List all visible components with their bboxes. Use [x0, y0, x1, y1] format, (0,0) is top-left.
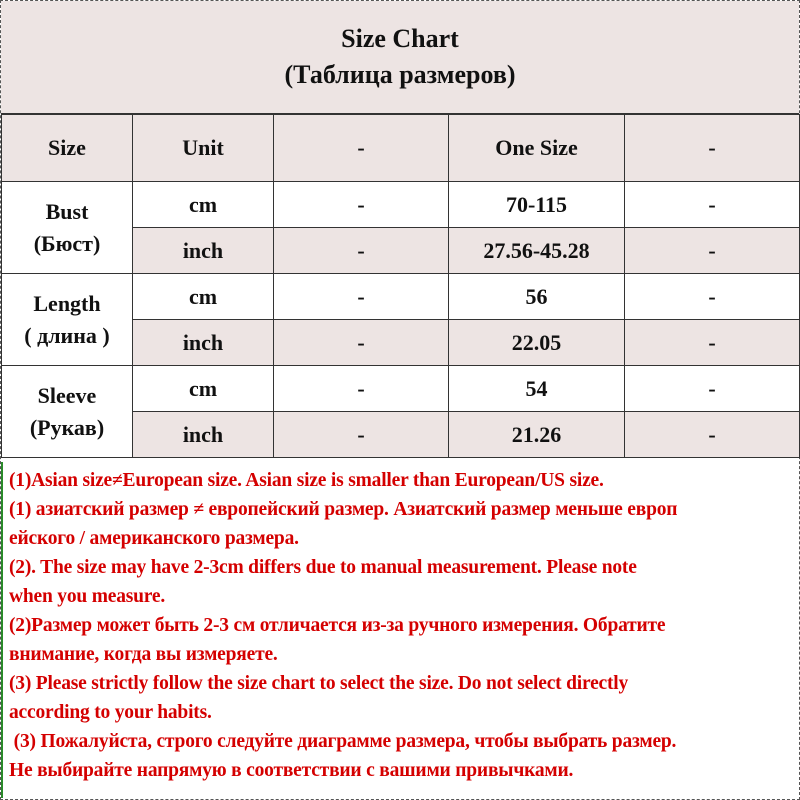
size-label-en: Length: [33, 290, 101, 316]
header-col5: -: [625, 115, 800, 182]
header-row: [2, 115, 800, 182]
unit-cell: cm: [133, 274, 274, 320]
col5-cell: -: [625, 320, 800, 366]
note-line: (2). The size may have 2-3cm differs due to manual measurement. Please note: [9, 557, 637, 578]
value-cell: 54: [449, 366, 625, 412]
notes-section: [1, 462, 797, 798]
value-cell: 56: [449, 274, 625, 320]
note-line: (3) Please strictly follow the size chart to select the size. Do not select directly: [9, 673, 629, 694]
size-label-ru: ( длина ): [24, 322, 110, 348]
note-line: внимание, когда вы измеряете.: [9, 644, 278, 665]
size-label-bust: [2, 182, 133, 274]
col5-cell: -: [625, 182, 800, 228]
col3-cell: -: [274, 182, 449, 228]
table-row: [2, 274, 800, 320]
col5-cell: -: [625, 228, 800, 274]
size-label-en: Bust: [45, 198, 89, 224]
note-line: Не выбирайте напрямую в соответствии с вашими привычками.: [9, 760, 574, 781]
col5-cell: -: [625, 366, 800, 412]
size-label-sleeve: [2, 366, 133, 458]
header-size: Size: [2, 115, 133, 182]
value-cell: 22.05: [449, 320, 625, 366]
size-label-length: [2, 274, 133, 366]
size-table: [1, 114, 800, 458]
size-label-ru: (Бюст): [33, 230, 101, 256]
size-label-en: Sleeve: [37, 382, 97, 408]
note-line: ейского / американского размера.: [9, 528, 299, 549]
unit-cell: cm: [133, 182, 274, 228]
col3-cell: -: [274, 274, 449, 320]
header-col3: -: [274, 115, 449, 182]
unit-cell: inch: [133, 412, 274, 458]
title-ru: (Таблица размеров): [284, 60, 516, 89]
value-cell: 70-115: [449, 182, 625, 228]
col3-cell: -: [274, 412, 449, 458]
col3-cell: -: [274, 228, 449, 274]
col3-cell: -: [274, 366, 449, 412]
note-line: (1) азиатский размер ≠ европейский размер. Азиатский размер меньше европ: [9, 499, 678, 520]
note-line: according to your habits.: [9, 702, 212, 723]
value-cell: 27.56-45.28: [449, 228, 625, 274]
note-line: when you measure.: [9, 586, 166, 607]
note-line: (2)Размер может быть 2-3 см отличается из-за ручного измерения. Обратите: [9, 615, 666, 636]
table-row: [2, 182, 800, 228]
unit-cell: inch: [133, 228, 274, 274]
unit-cell: cm: [133, 366, 274, 412]
col5-cell: -: [625, 412, 800, 458]
value-cell: 21.26: [449, 412, 625, 458]
header-unit: Unit: [133, 115, 274, 182]
unit-cell: inch: [133, 320, 274, 366]
table-row: [2, 366, 800, 412]
col5-cell: -: [625, 274, 800, 320]
size-label-ru: (Рукав): [29, 414, 105, 440]
note-line: (1)Asian size≠European size. Asian size is smaller than European/US size.: [9, 470, 604, 491]
header-one-size: One Size: [449, 115, 625, 182]
title-block: [1, 1, 799, 115]
col3-cell: -: [274, 320, 449, 366]
note-line: (3) Пожалуйста, строго следуйте диаграмме размера, чтобы выбрать размер.: [9, 731, 677, 752]
title-en: Size Chart: [341, 24, 459, 53]
